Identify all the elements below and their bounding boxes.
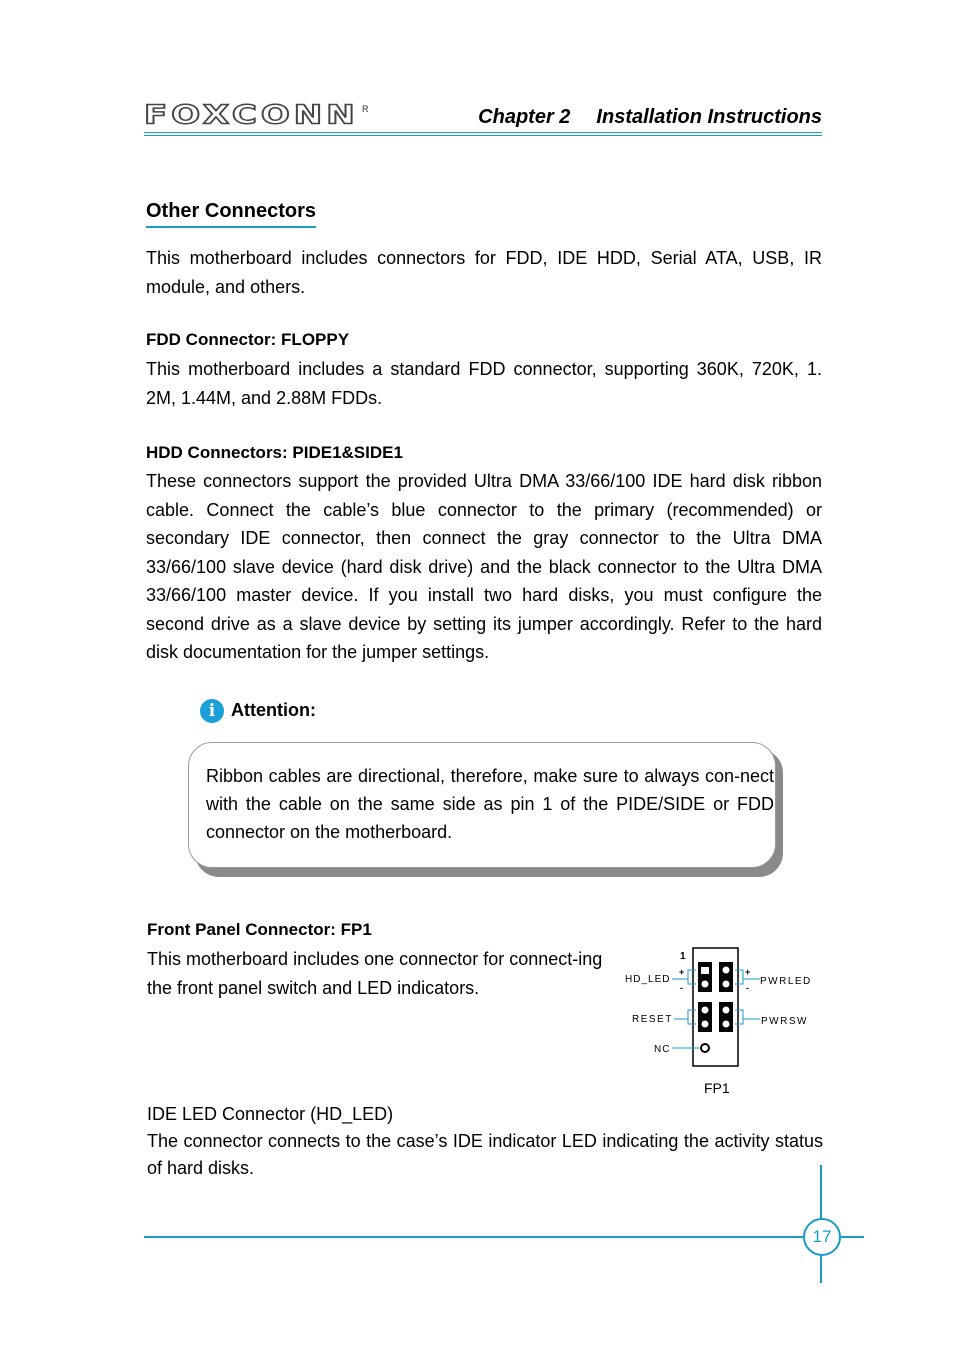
header-rule-secondary	[144, 135, 822, 136]
ide-led-title: IDE LED Connector (HD_LED)	[147, 1104, 394, 1124]
pwrled-plus-sign: +	[745, 967, 751, 977]
pwrled-label: PWRLED	[760, 976, 812, 987]
nc-pin	[701, 1044, 709, 1052]
pin	[702, 1007, 709, 1014]
pwrled-minus-sign: -	[746, 983, 749, 993]
front-panel-body: This motherboard includes one connector for connect-ing the front panel switch and LED indicators.	[147, 949, 603, 998]
pin-1-square	[701, 967, 709, 974]
pwrsw-label: PWRSW	[761, 1016, 808, 1027]
section-title: Other Connectors	[146, 200, 316, 228]
chapter-title: Installation Instructions	[596, 106, 822, 128]
front-panel-title: Front Panel Connector: FP1	[147, 920, 372, 939]
fp1-pin-diagram	[610, 940, 830, 1105]
page-number: 17	[803, 1218, 841, 1256]
chapter-heading	[430, 106, 822, 129]
pin1-label: 1	[680, 951, 686, 962]
registered-mark: R	[362, 104, 369, 114]
ide-led-body: The connector connects to the case’s IDE indicator LED indicating the activity status of hard disks.	[147, 1131, 823, 1178]
nc-label: NC	[654, 1044, 671, 1055]
hdd-title: HDD Connectors: PIDE1&SIDE1	[146, 443, 403, 462]
section-intro: This motherboard includes connectors for FDD, IDE HDD, Serial ATA, USB, IR module, and others.	[146, 248, 822, 297]
pin	[702, 1021, 709, 1028]
fp1-caption: FP1	[704, 1080, 730, 1096]
info-icon: i	[200, 699, 224, 723]
pin	[702, 981, 709, 988]
hdd-body: These connectors support the provided Ultra DMA 33/66/100 IDE hard disk ribbon cable. Connect the cable’s blue connector to the primary (recommended) or secondary IDE connector, then connect the gray connector to the Ultra DMA 33/66/100 slave device (hard disk drive) and the black connector to the Ultra DMA 33/66/100 master device. If you install two hard disks, you must configure the second drive as a slave device by setting its jumper accordingly. Refer to the hard disk documentation for the jumper settings.	[146, 471, 822, 662]
fdd-body: This motherboard includes a standard FDD connector, supporting 360K, 720K, 1. 2M, 1.44M, and 2.88M FDDs.	[146, 359, 822, 408]
chapter-number: Chapter 2	[478, 106, 571, 128]
foxconn-logo: FOXCONN	[144, 100, 359, 130]
pin	[723, 1021, 730, 1028]
pin	[723, 981, 730, 988]
pin	[723, 967, 730, 974]
header-rule	[144, 132, 822, 133]
attention-label: Attention:	[231, 700, 316, 720]
reset-label: RESET	[632, 1014, 673, 1025]
hdled-plus-sign: +	[679, 967, 685, 977]
fdd-title: FDD Connector: FLOPPY	[146, 330, 350, 349]
hdled-label: HD_LED	[625, 974, 671, 985]
hdled-minus-sign: -	[680, 983, 683, 993]
footer-rule	[144, 1236, 864, 1238]
attention-body: Ribbon cables are directional, therefore, make sure to always con-nect with the cable on the same side as pin 1 of the PIDE/SIDE or FDD connector on the motherboard.	[206, 766, 774, 842]
pin	[723, 1007, 730, 1014]
